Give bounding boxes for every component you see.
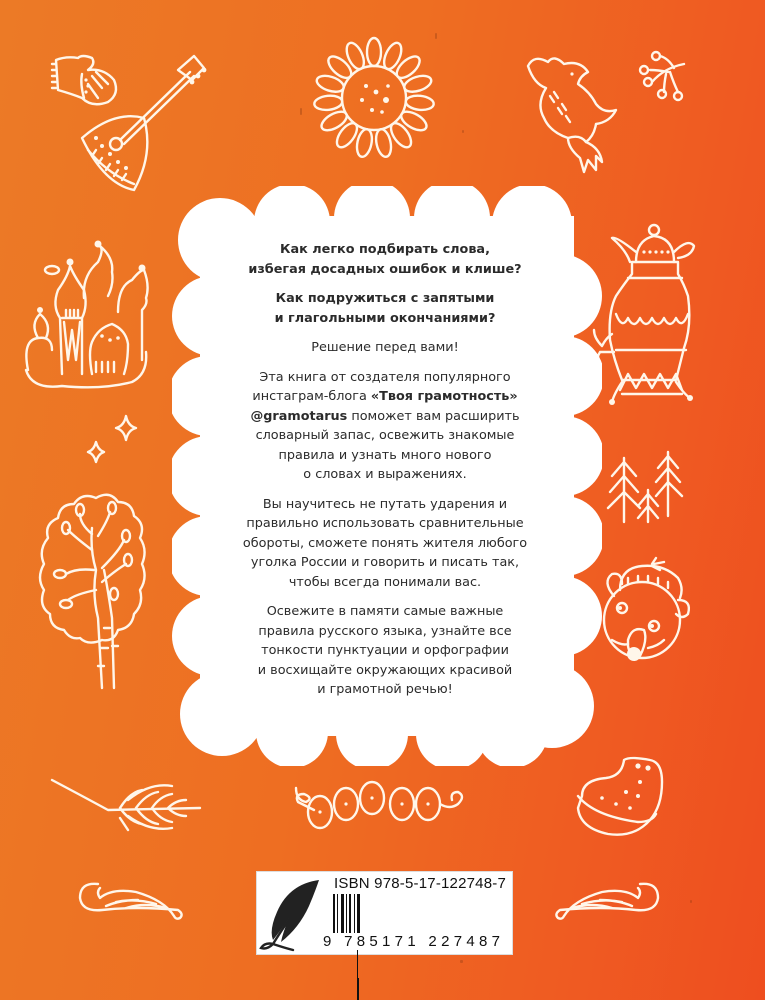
sunflower-icon <box>316 40 432 156</box>
isbn-label: ISBN 978-5-17-122748-7 <box>334 875 507 892</box>
text-line: тонкости пунктуации и орфографии <box>261 643 509 658</box>
fir-trees-icon <box>604 450 684 522</box>
birch-tree-icon <box>36 490 148 700</box>
text-line: о словах и выражениях. <box>303 467 467 482</box>
blurb-paragraph-1 <box>200 368 570 485</box>
paper-speck <box>460 960 463 963</box>
text-line: и грамотной речью! <box>317 682 453 697</box>
feather-icon <box>259 878 323 954</box>
firebird-icon <box>524 52 634 182</box>
barcode-digits: 9 785171 227487 <box>321 933 511 950</box>
text-line: Как легко подбирать слова, <box>280 242 490 257</box>
paper-speck <box>462 130 464 133</box>
blog-handle: @gramotarus <box>250 408 348 424</box>
text-line: Решение перед вами! <box>311 340 459 355</box>
text-line: Освежите в памяти самые важные <box>266 604 504 619</box>
text-line: Как подружиться с запятыми <box>275 291 495 306</box>
swirl-ornament-right-icon <box>550 880 662 924</box>
samovar-icon <box>592 222 712 412</box>
blurb-text <box>200 240 570 710</box>
text-line: обороты, сможете понять жителя любого <box>242 535 528 551</box>
text-line: словарный запас, освежить знакомые <box>255 428 515 443</box>
cathedral-icon <box>22 240 152 390</box>
text-line: правила русского языка, узнайте все <box>258 623 512 639</box>
text-line: уголка России и говорить и писать так, <box>250 555 520 570</box>
blurb-solution <box>200 338 570 358</box>
text-line: поможет вам расширить <box>347 408 520 424</box>
blurb-question-2 <box>200 289 570 328</box>
text-line: чтобы всегда понимали вас. <box>288 574 482 590</box>
text-line: и глагольными окончаниями? <box>274 310 496 326</box>
swirl-ornament-left-icon <box>76 880 188 924</box>
matryoshka-face-icon <box>592 560 702 670</box>
blog-name: «Твоя грамотность» <box>370 389 518 404</box>
paper-speck <box>690 900 692 903</box>
text-line: и восхищайте окружающих красивой <box>257 662 513 678</box>
blurb-question-1 <box>200 240 570 279</box>
paper-speck <box>435 33 437 39</box>
text-line: избегая досадных ошибок и клише? <box>248 261 522 277</box>
text-line: правильно использовать сравнительные <box>246 516 524 531</box>
balalaika-icon <box>74 54 214 194</box>
paper-speck <box>300 108 302 115</box>
isbn-barcode-box <box>256 871 513 955</box>
sparkle-icon <box>86 412 142 468</box>
text-line: правила и узнать много нового <box>278 447 492 463</box>
blurb-paragraph-2 <box>200 495 570 593</box>
rowan-berries-icon <box>634 48 690 104</box>
text-line: инстаграм-блога <box>252 389 371 404</box>
text-line: Эта книга от создателя популярного <box>259 369 511 385</box>
text-line: Вы научитесь не путать ударения и <box>262 496 508 512</box>
bagel-string-icon <box>290 780 470 840</box>
blurb-paragraph-3 <box>200 602 570 700</box>
bread-slice-icon <box>574 756 674 846</box>
wheat-ear-icon <box>50 778 206 838</box>
